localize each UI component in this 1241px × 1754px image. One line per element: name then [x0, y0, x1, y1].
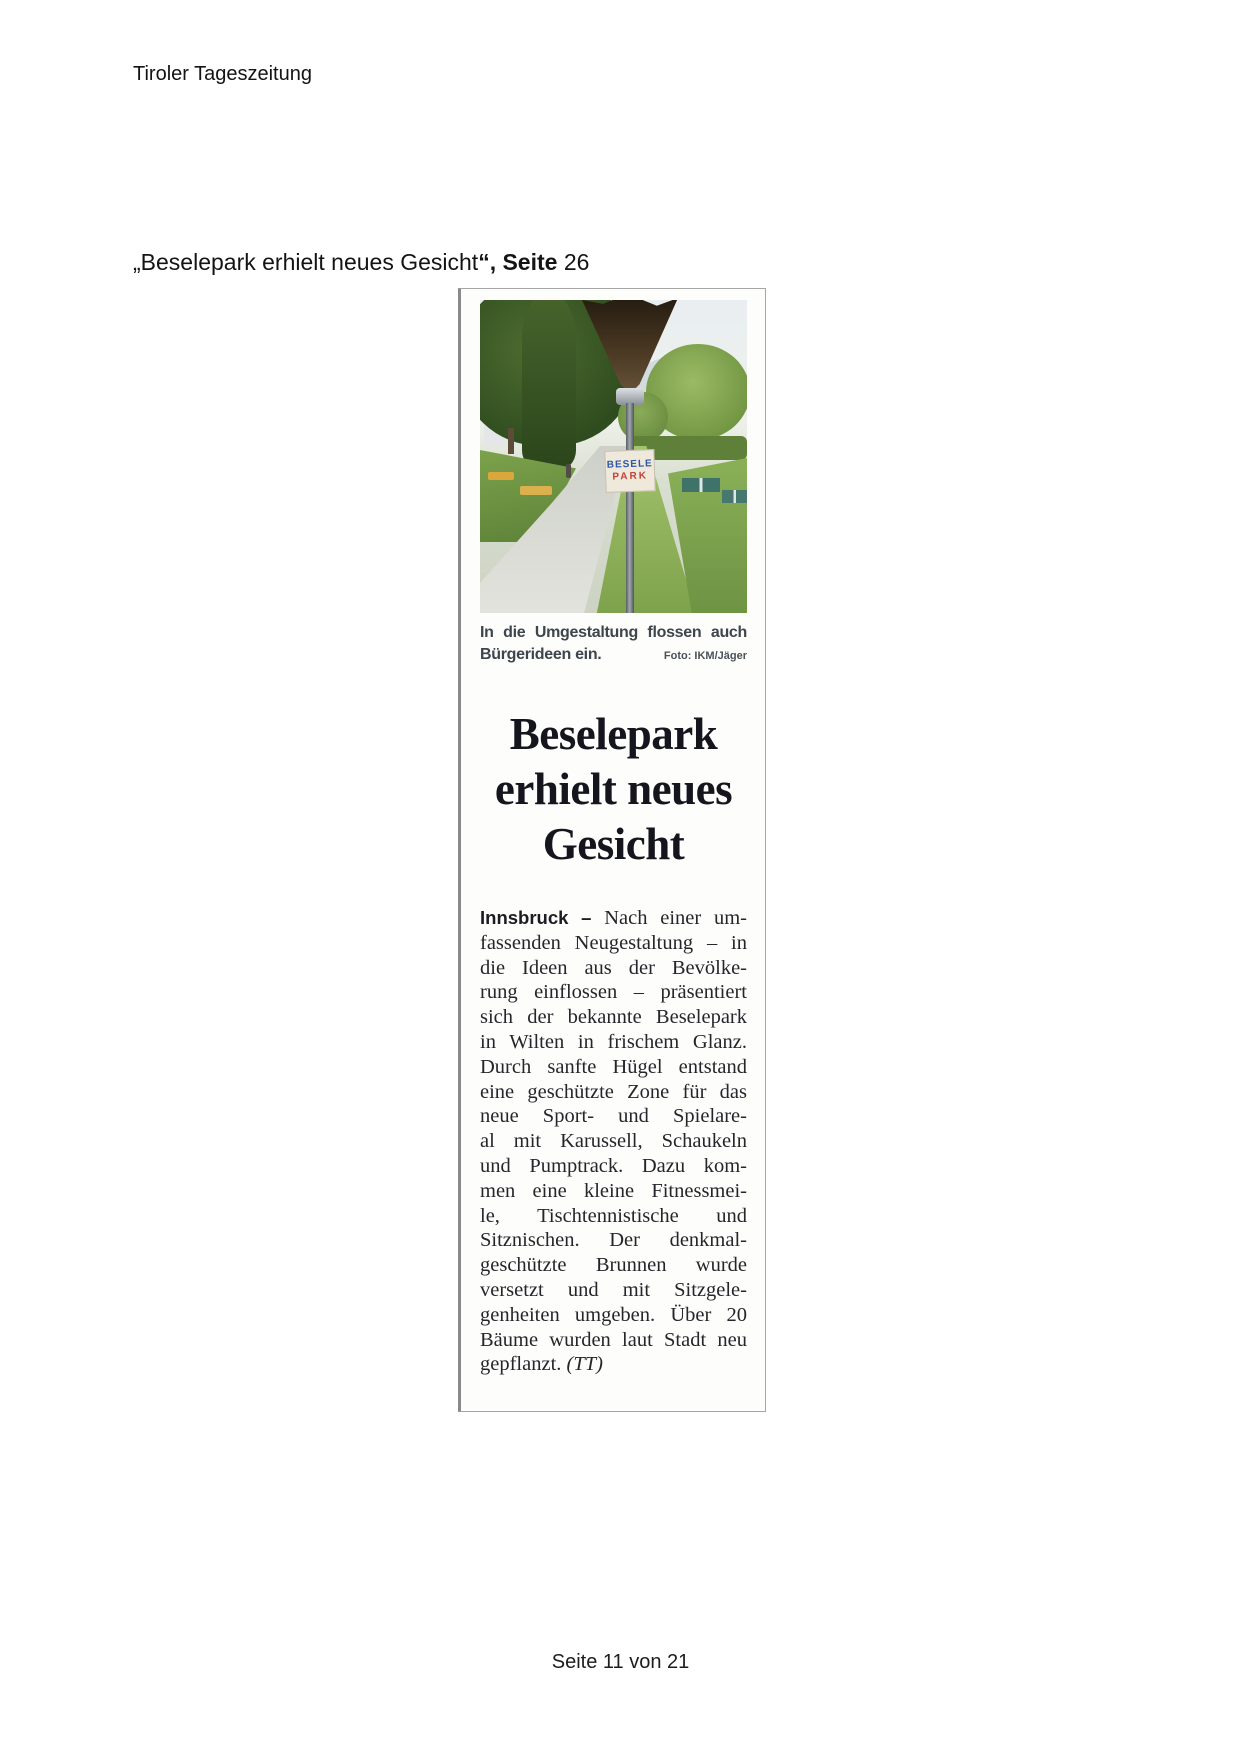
- article-line: in Wilten in frischem Glanz.: [480, 1030, 747, 1053]
- photo-bench: [520, 486, 552, 495]
- photo-bench: [488, 472, 514, 480]
- article-line: Bäume wurden laut Stadt neu: [480, 1328, 747, 1351]
- article-headline: [480, 707, 747, 872]
- article-line: Durch sanfte Hügel entstand: [480, 1055, 747, 1078]
- caption-line: In die Umgestaltung flossen auch: [480, 624, 747, 641]
- article-line: geschützte Brunnen wurde: [480, 1254, 747, 1277]
- article-lines: [480, 931, 747, 1353]
- article-photo: [480, 300, 747, 613]
- park-sign-line2: PARK: [612, 470, 649, 483]
- photo-park-sign: [604, 449, 655, 493]
- photo-pole: [626, 403, 634, 613]
- photo-tree-trunk: [508, 428, 514, 454]
- clipping-heading: [133, 249, 589, 276]
- photo-person: [566, 464, 571, 478]
- article-line: versetzt und mit Sitzgele-: [480, 1278, 747, 1301]
- article-line: genheiten umgeben. Über 20: [480, 1303, 747, 1326]
- article-body: [480, 906, 747, 1377]
- caption-text: Bürgerideen ein.: [480, 646, 602, 663]
- article-line: eine geschützte Zone für das: [480, 1080, 747, 1103]
- page-title: Tiroler Tageszeitung: [133, 63, 312, 85]
- article-line: sich der bekannte Beselepark: [480, 1006, 747, 1029]
- park-sign-line1: BESELE: [606, 458, 653, 471]
- photo-conifer-tree: [522, 300, 576, 472]
- article-location-dash: –: [568, 907, 605, 928]
- headline-line: Beselepark: [509, 709, 718, 759]
- heading-page-number: 26: [557, 249, 590, 275]
- article-signoff: (TT): [566, 1353, 603, 1376]
- photo-caption: [480, 622, 747, 667]
- page-number-footer: Seite 11 von 21: [551, 1651, 690, 1673]
- photo-table-tennis-table: [722, 490, 747, 503]
- photo-credit: Foto: IKM/Jäger: [663, 650, 747, 662]
- newspaper-clipping: [458, 288, 766, 1412]
- article-line: le, Tischtennistische und: [480, 1204, 747, 1227]
- article-line: men eine kleine Fitnessmei-: [480, 1179, 747, 1202]
- article-line: die Ideen aus der Bevölke-: [480, 956, 747, 979]
- article-line: [480, 906, 747, 931]
- article-line: und Pumptrack. Dazu kom-: [480, 1154, 747, 1177]
- article-line: rung einflossen – präsentiert: [480, 981, 747, 1004]
- caption-line: [480, 644, 747, 667]
- photo-table-tennis-table: [682, 478, 720, 492]
- headline-line: erhielt neues: [494, 764, 733, 814]
- heading-seite-label: “, Seite: [478, 249, 558, 275]
- article-line: fassenden Neugestaltung – in: [480, 931, 747, 954]
- article-text: Nach einer um-: [604, 907, 747, 929]
- article-line: al mit Karussell, Schaukeln: [480, 1130, 747, 1153]
- article-line: [480, 1352, 747, 1377]
- article-line: Sitznischen. Der denkmal-: [480, 1229, 747, 1252]
- headline-line: Gesicht: [542, 819, 685, 869]
- article-line: neue Sport- und Spielare-: [480, 1105, 747, 1128]
- article-location: Innsbruck: [480, 907, 569, 928]
- article-text: gepflanzt.: [480, 1353, 567, 1376]
- heading-title-quote: „Beselepark erhielt neues Gesicht: [133, 249, 479, 275]
